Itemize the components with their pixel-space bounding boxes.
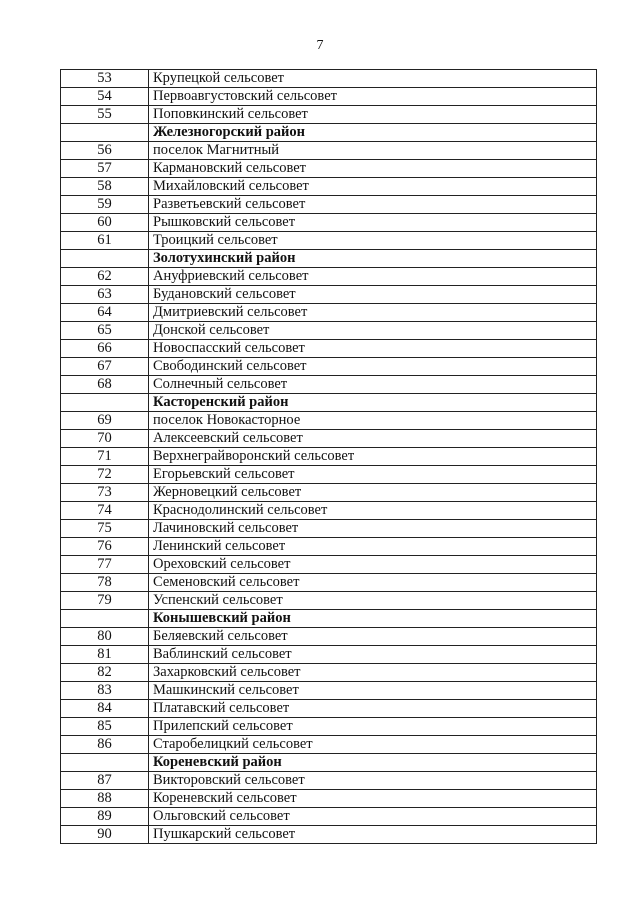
table-row (61, 484, 597, 502)
row-number: 86 (61, 736, 149, 754)
municipality-name: Платавский сельсовет (149, 700, 597, 718)
table-row (61, 574, 597, 592)
row-number: 65 (61, 322, 149, 340)
row-number: 67 (61, 358, 149, 376)
municipality-table-body (61, 70, 597, 844)
municipality-name: Троицкий сельсовет (149, 232, 597, 250)
row-number: 60 (61, 214, 149, 232)
row-number: 64 (61, 304, 149, 322)
table-row (61, 664, 597, 682)
table-row (61, 430, 597, 448)
row-number: 63 (61, 286, 149, 304)
row-number: 81 (61, 646, 149, 664)
row-number: 68 (61, 376, 149, 394)
table-row (61, 322, 597, 340)
row-number: 76 (61, 538, 149, 556)
row-number: 58 (61, 178, 149, 196)
municipality-name: Михайловский сельсовет (149, 178, 597, 196)
table-row (61, 466, 597, 484)
district-header-row (61, 124, 597, 142)
table-row (61, 358, 597, 376)
row-number: 55 (61, 106, 149, 124)
municipality-name: Жерновецкий сельсовет (149, 484, 597, 502)
row-number: 57 (61, 160, 149, 178)
row-number (61, 610, 149, 628)
row-number (61, 124, 149, 142)
row-number: 69 (61, 412, 149, 430)
table-row (61, 376, 597, 394)
municipality-name: Беляевский сельсовет (149, 628, 597, 646)
district-name: Железногорский район (149, 124, 597, 142)
row-number: 54 (61, 88, 149, 106)
table-row (61, 214, 597, 232)
municipality-name: Ленинский сельсовет (149, 538, 597, 556)
row-number: 87 (61, 772, 149, 790)
table-row (61, 538, 597, 556)
municipality-name: Рышковский сельсовет (149, 214, 597, 232)
row-number (61, 250, 149, 268)
table-row (61, 88, 597, 106)
row-number: 72 (61, 466, 149, 484)
municipality-name: Алексеевский сельсовет (149, 430, 597, 448)
district-name: Кореневский район (149, 754, 597, 772)
municipality-name: Ваблинский сельсовет (149, 646, 597, 664)
municipality-name: Ореховский сельсовет (149, 556, 597, 574)
row-number: 82 (61, 664, 149, 682)
table-row (61, 718, 597, 736)
municipality-name: Ольговский сельсовет (149, 808, 597, 826)
row-number: 71 (61, 448, 149, 466)
row-number: 56 (61, 142, 149, 160)
municipality-name: Пушкарский сельсовет (149, 826, 597, 844)
row-number: 73 (61, 484, 149, 502)
municipality-name: Крупецкой сельсовет (149, 70, 597, 88)
table-row (61, 232, 597, 250)
municipality-name: Успенский сельсовет (149, 592, 597, 610)
table-row (61, 304, 597, 322)
district-name: Касторенский район (149, 394, 597, 412)
table-row (61, 736, 597, 754)
municipality-name: Верхнеграйворонский сельсовет (149, 448, 597, 466)
table-row (61, 268, 597, 286)
table-row (61, 178, 597, 196)
table-row (61, 448, 597, 466)
table-row (61, 790, 597, 808)
district-name: Золотухинский район (149, 250, 597, 268)
row-number: 59 (61, 196, 149, 214)
table-row (61, 826, 597, 844)
row-number: 84 (61, 700, 149, 718)
row-number: 89 (61, 808, 149, 826)
municipality-name: Лачиновский сельсовет (149, 520, 597, 538)
table-row (61, 70, 597, 88)
row-number (61, 754, 149, 772)
municipality-name: Захарковский сельсовет (149, 664, 597, 682)
row-number: 53 (61, 70, 149, 88)
table-row (61, 106, 597, 124)
municipality-name: поселок Магнитный (149, 142, 597, 160)
municipality-name: Старобелицкий сельсовет (149, 736, 597, 754)
district-header-row (61, 250, 597, 268)
municipality-name: Поповкинский сельсовет (149, 106, 597, 124)
municipality-name: Егорьевский сельсовет (149, 466, 597, 484)
row-number: 77 (61, 556, 149, 574)
row-number (61, 394, 149, 412)
row-number: 61 (61, 232, 149, 250)
row-number: 83 (61, 682, 149, 700)
row-number: 85 (61, 718, 149, 736)
table-row (61, 502, 597, 520)
municipality-name: Краснодолинский сельсовет (149, 502, 597, 520)
district-header-row (61, 394, 597, 412)
table-row (61, 592, 597, 610)
table-row (61, 772, 597, 790)
table-row (61, 520, 597, 538)
municipality-name: Семеновский сельсовет (149, 574, 597, 592)
municipality-name: Разветьевский сельсовет (149, 196, 597, 214)
municipality-name: Кармановский сельсовет (149, 160, 597, 178)
municipality-name: Машкинский сельсовет (149, 682, 597, 700)
page-number: 7 (316, 38, 324, 53)
municipality-name: Свободинский сельсовет (149, 358, 597, 376)
municipality-name: Первоавгустовский сельсовет (149, 88, 597, 106)
table-row (61, 556, 597, 574)
municipality-name: поселок Новокасторное (149, 412, 597, 430)
table-row (61, 412, 597, 430)
municipality-name: Донской сельсовет (149, 322, 597, 340)
table-row (61, 142, 597, 160)
row-number: 78 (61, 574, 149, 592)
municipality-name: Викторовский сельсовет (149, 772, 597, 790)
district-header-row (61, 754, 597, 772)
row-number: 75 (61, 520, 149, 538)
district-header-row (61, 610, 597, 628)
table-row (61, 646, 597, 664)
table-row (61, 286, 597, 304)
municipality-name: Солнечный сельсовет (149, 376, 597, 394)
table-row (61, 628, 597, 646)
row-number: 80 (61, 628, 149, 646)
row-number: 66 (61, 340, 149, 358)
row-number: 79 (61, 592, 149, 610)
row-number: 62 (61, 268, 149, 286)
district-name: Конышевский район (149, 610, 597, 628)
row-number: 88 (61, 790, 149, 808)
table-row (61, 340, 597, 358)
municipality-name: Кореневский сельсовет (149, 790, 597, 808)
table-row (61, 682, 597, 700)
table-row (61, 160, 597, 178)
table-row (61, 808, 597, 826)
municipality-name: Дмитриевский сельсовет (149, 304, 597, 322)
municipality-name: Прилепский сельсовет (149, 718, 597, 736)
row-number: 70 (61, 430, 149, 448)
municipality-name: Ануфриевский сельсовет (149, 268, 597, 286)
table-row (61, 196, 597, 214)
row-number: 90 (61, 826, 149, 844)
table-row (61, 700, 597, 718)
row-number: 74 (61, 502, 149, 520)
municipality-name: Будановский сельсовет (149, 286, 597, 304)
municipality-name: Новоспасский сельсовет (149, 340, 597, 358)
municipality-table (60, 69, 597, 844)
